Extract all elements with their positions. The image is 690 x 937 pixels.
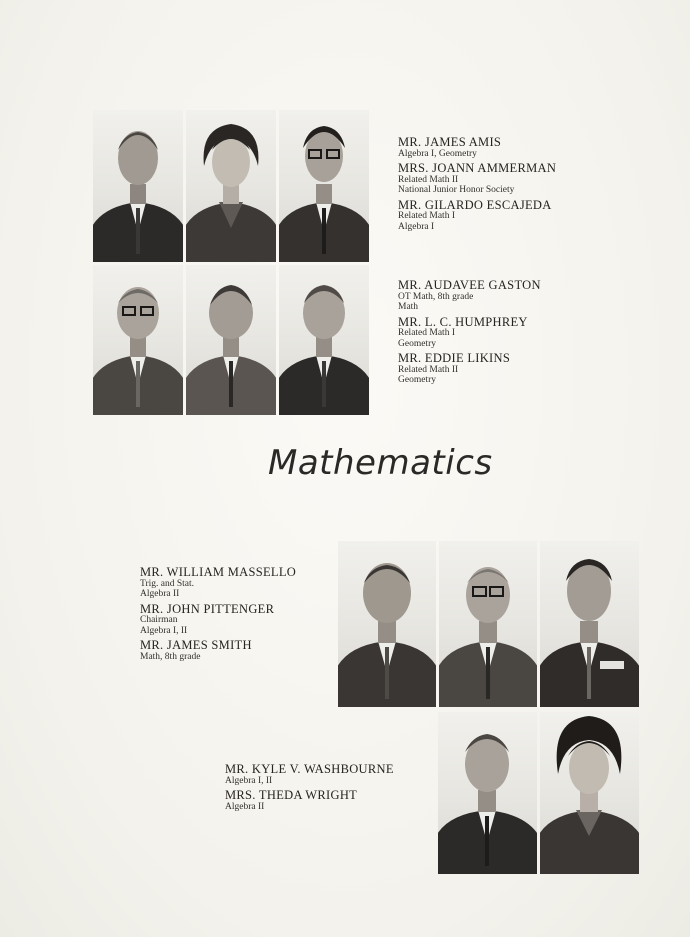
faculty-name: MR. JAMES AMIS xyxy=(398,135,502,149)
faculty-entry xyxy=(398,162,556,196)
portrait-photo xyxy=(186,265,276,415)
faculty-name: MR. GILARDO ESCAJEDA xyxy=(398,197,552,212)
faculty-subject: Algebra II xyxy=(140,589,180,599)
portrait-photo xyxy=(279,265,369,415)
faculty-entry xyxy=(398,279,541,313)
portrait-photo xyxy=(439,541,537,707)
faculty-entry xyxy=(140,639,296,662)
faculty-subject: Algebra I, II xyxy=(225,775,273,786)
faculty-subject: Algebra II xyxy=(225,801,265,812)
faculty-caption-group xyxy=(398,136,556,235)
faculty-subject: Algebra I, II xyxy=(140,625,188,636)
faculty-name: MR. WILLIAM MASSELLO xyxy=(140,565,297,579)
faculty-caption-group xyxy=(140,566,296,665)
page-title: Mathematics xyxy=(268,443,493,483)
faculty-subject: Related Math I xyxy=(398,211,455,221)
faculty-subject: Related Math II xyxy=(398,174,459,185)
faculty-subject: Geometry xyxy=(398,375,436,385)
faculty-entry xyxy=(398,316,541,350)
portrait-photo xyxy=(93,265,183,415)
faculty-caption-group xyxy=(398,279,541,389)
faculty-entry xyxy=(225,789,394,812)
faculty-caption-group xyxy=(225,763,394,815)
faculty-name: MRS. THEDA WRIGHT xyxy=(225,788,358,802)
faculty-entry xyxy=(398,352,541,386)
portrait-photo xyxy=(338,541,436,707)
portrait-photo xyxy=(186,110,276,262)
faculty-entry xyxy=(225,763,394,786)
faculty-entry xyxy=(140,603,296,637)
faculty-subject: Algebra I xyxy=(398,221,435,232)
faculty-name: MR. EDDIE LIKINS xyxy=(398,351,511,365)
portrait-photo xyxy=(93,110,183,262)
faculty-name: MRS. JOANN AMMERMAN xyxy=(398,161,557,175)
faculty-subject: Math, 8th grade xyxy=(140,651,201,662)
faculty-subject: National Junior Honor Society xyxy=(398,185,515,195)
faculty-entry xyxy=(398,199,556,233)
faculty-name: MR. JOHN PITTENGER xyxy=(140,601,275,616)
faculty-name: MR. KYLE V. WASHBOURNE xyxy=(225,762,394,776)
faculty-entry xyxy=(398,136,556,159)
faculty-subject: Geometry xyxy=(398,338,436,349)
faculty-name: MR. AUDAVEE GASTON xyxy=(398,278,541,292)
faculty-subject: Related Math I xyxy=(398,328,455,338)
faculty-entry xyxy=(140,566,296,600)
portrait-photo xyxy=(540,712,639,874)
portrait-photo xyxy=(279,110,369,262)
faculty-subject: OT Math, 8th grade xyxy=(398,291,474,302)
faculty-subject: Algebra I, Geometry xyxy=(398,148,477,159)
faculty-subject: Related Math II xyxy=(398,364,459,375)
portrait-photo xyxy=(438,712,537,874)
portrait-photo xyxy=(540,541,639,707)
faculty-subject: Chairman xyxy=(140,615,178,625)
faculty-name: MR. JAMES SMITH xyxy=(140,638,252,652)
faculty-name: MR. L. C. HUMPHREY xyxy=(398,314,528,329)
faculty-subject: Trig. and Stat. xyxy=(140,578,195,589)
faculty-subject: Math xyxy=(398,302,419,312)
